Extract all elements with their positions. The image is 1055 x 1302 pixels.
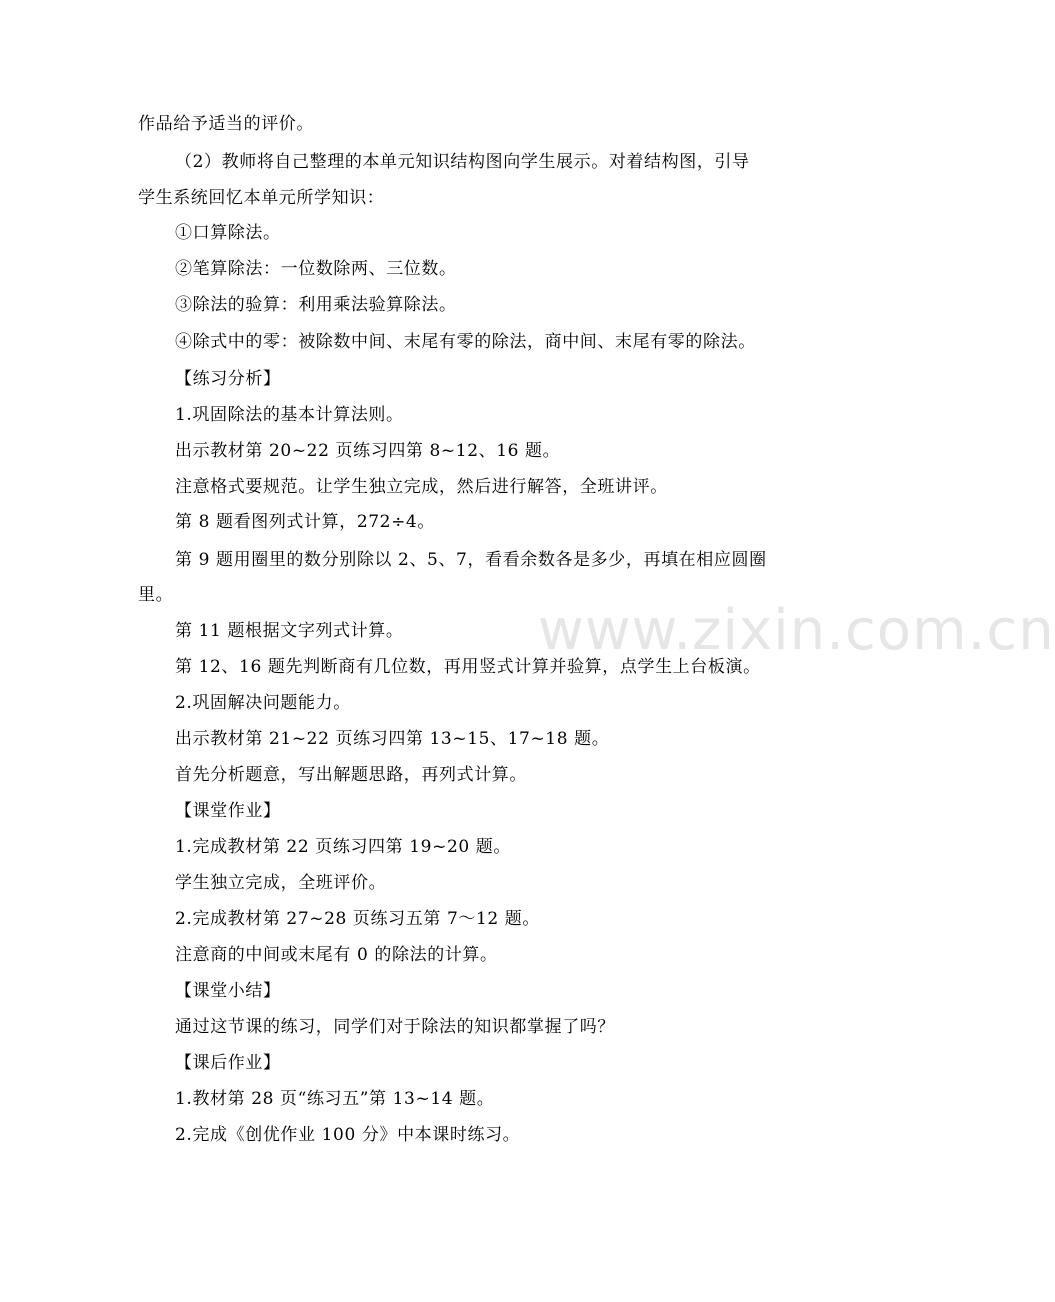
section-heading: 【课堂小结】 xyxy=(175,981,281,1001)
paragraph-line: 第 12、16 题先判断商有几位数，再用竖式计算并验算，点学生上台板演。 xyxy=(175,657,761,677)
watermark: www.zixin.com.cn xyxy=(538,598,1055,663)
paragraph-line: 通过这节课的练习，同学们对于除法的知识都掌握了吗？ xyxy=(175,1017,615,1037)
paragraph-line: 第 9 题用圈里的数分别除以 2、5、7，看看余数各是多少，再填在相应圆圈 xyxy=(175,550,767,570)
paragraph-line: 出示教材第 21~22 页练习四第 13~15、17~18 题。 xyxy=(175,729,610,749)
paragraph-line: 1.完成教材第 22 页练习四第 19~20 题。 xyxy=(175,837,511,857)
paragraph-line: 1.巩固除法的基本计算法则。 xyxy=(175,405,404,425)
paragraph-line: 2.完成《创优作业 100 分》中本课时练习。 xyxy=(175,1125,521,1145)
paragraph-line: 2.完成教材第 27~28 页练习五第 7～12 题。 xyxy=(175,909,540,929)
section-heading: 【练习分析】 xyxy=(175,369,281,389)
list-item: ①口算除法。 xyxy=(175,223,281,243)
paragraph-line: （2）教师将自己整理的本单元知识结构图向学生展示。对着结构图，引导 xyxy=(175,152,750,172)
section-heading: 【课堂作业】 xyxy=(175,801,281,821)
paragraph-line: 出示教材第 20~22 页练习四第 8~12、16 题。 xyxy=(175,441,561,461)
paragraph-line: 里。 xyxy=(138,585,174,605)
section-heading: 【课后作业】 xyxy=(175,1053,281,1073)
paragraph-line: 学生系统回忆本单元所学知识： xyxy=(138,188,385,208)
paragraph-line: 学生独立完成，全班评价。 xyxy=(175,873,387,893)
paragraph-line: 第 8 题看图列式计算，272÷4。 xyxy=(175,512,435,532)
list-item: ③除法的验算：利用乘法验算除法。 xyxy=(175,295,457,315)
paragraph-line: 1.教材第 28 页“练习五”第 13~14 题。 xyxy=(175,1089,495,1109)
paragraph-line: 注意商的中间或末尾有 0 的除法的计算。 xyxy=(175,945,498,965)
paragraph-line: 第 11 题根据文字列式计算。 xyxy=(175,621,404,641)
paragraph-line: 作品给予适当的评价。 xyxy=(138,114,314,134)
paragraph-line: 注意格式要规范。让学生独立完成，然后进行解答，全班讲评。 xyxy=(175,477,668,497)
list-item: ②笔算除法：一位数除两、三位数。 xyxy=(175,259,457,279)
list-item: ④除式中的零：被除数中间、末尾有零的除法，商中间、末尾有零的除法。 xyxy=(175,332,756,352)
paragraph-line: 2.巩固解决问题能力。 xyxy=(175,693,351,713)
paragraph-line: 首先分析题意，写出解题思路，再列式计算。 xyxy=(175,765,527,785)
